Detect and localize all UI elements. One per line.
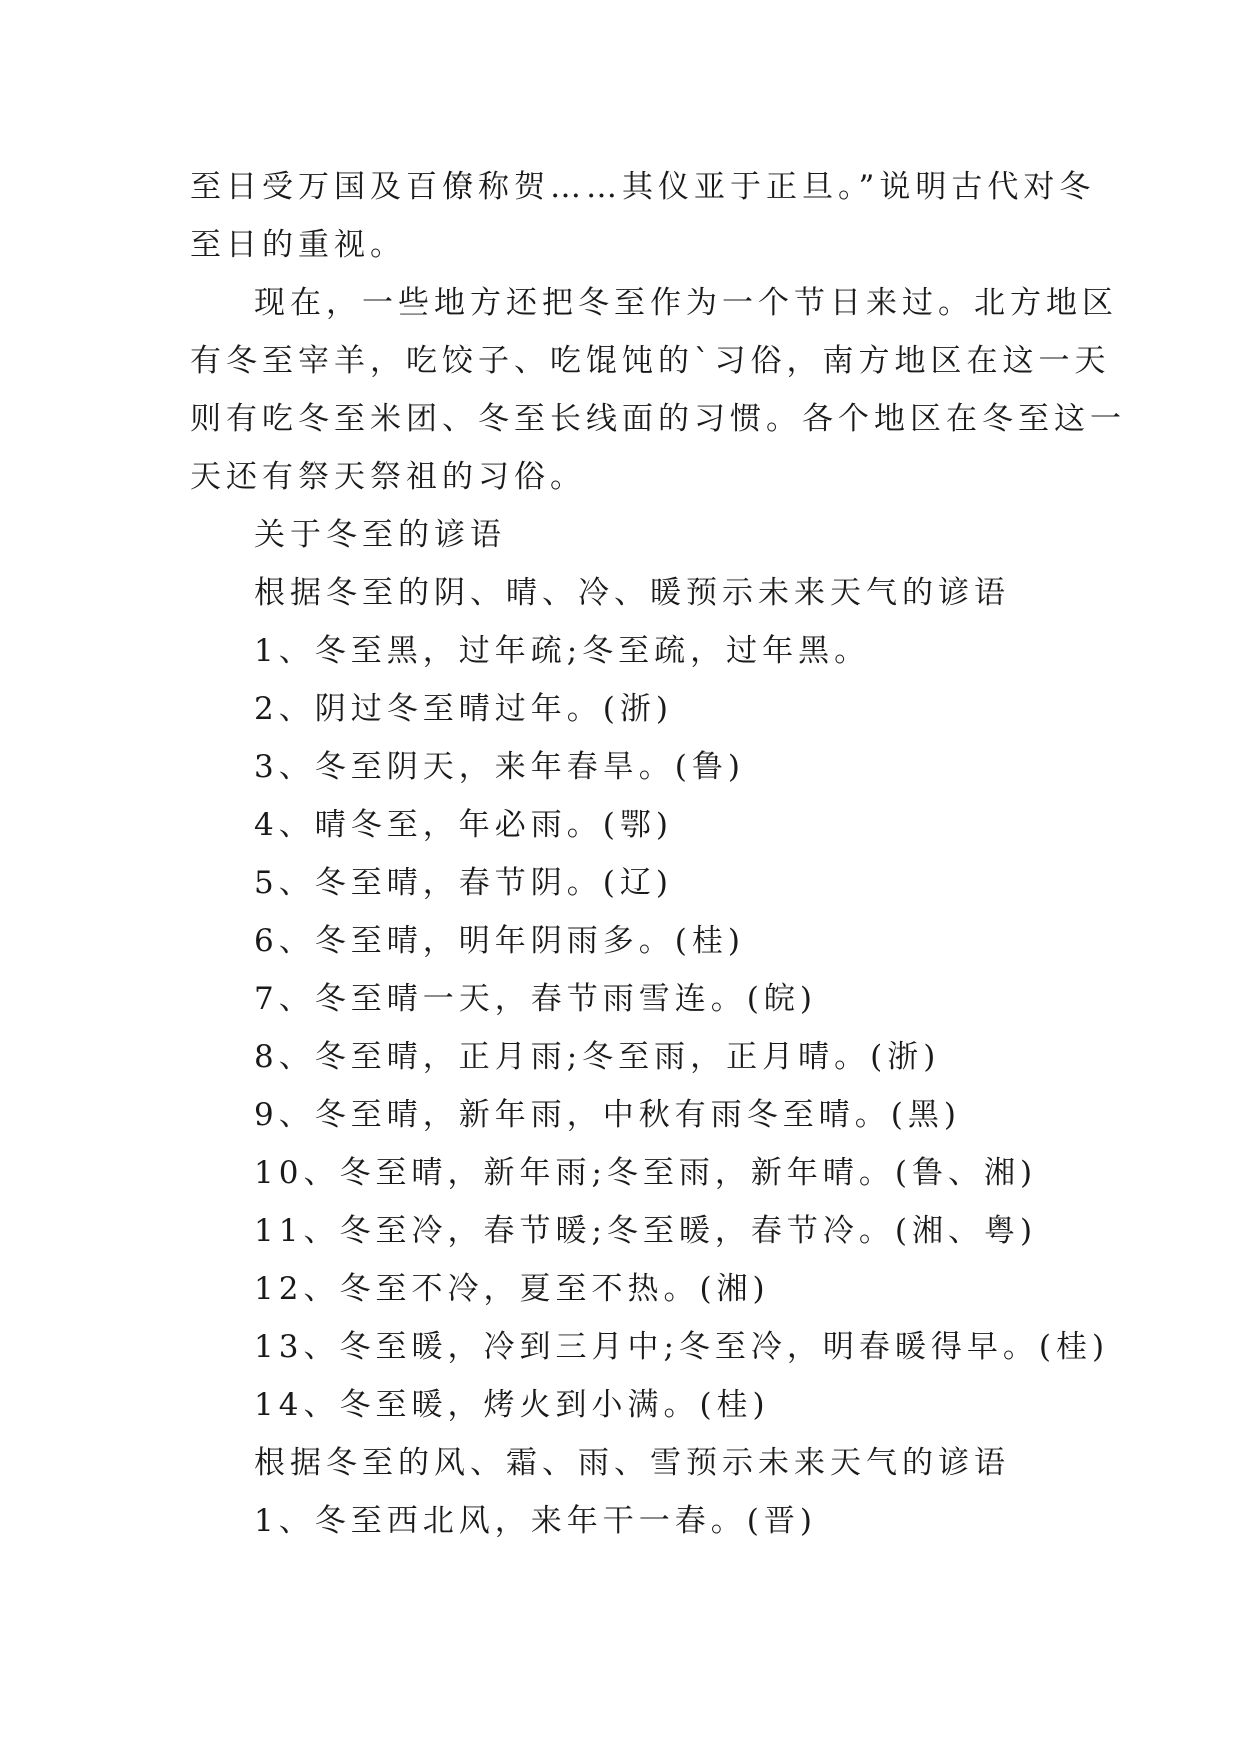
proverb-item: 6、冬至晴，明年阴雨多。(桂): [254, 923, 745, 959]
proverb-item: 7、冬至晴一天，春节雨雪连。(皖): [254, 981, 817, 1017]
paragraph-1-line-2: 至日的重视。: [190, 227, 406, 263]
proverb-item: 10、冬至晴，新年雨;冬至雨，新年晴。(鲁、湘): [254, 1155, 1038, 1191]
paragraph-2-line-2: 有冬至宰羊，吃饺子、吃馄饨的`习俗，南方地区在这一天: [190, 343, 1111, 379]
group-2-heading: 根据冬至的风、霜、雨、雪预示未来天气的谚语: [254, 1445, 1010, 1481]
proverb-item: 12、冬至不冷，夏至不热。(湘): [254, 1271, 770, 1307]
proverb-item: 2、阴过冬至晴过年。(浙): [254, 691, 673, 727]
proverb-item: 14、冬至暖，烤火到小满。(桂): [254, 1387, 770, 1423]
proverb-item: 9、冬至晴，新年雨，中秋有雨冬至晴。(黑): [254, 1097, 961, 1133]
proverb-item: 1、冬至黑，过年疏;冬至疏，过年黑。: [254, 633, 871, 669]
proverb-item: 1、冬至西北风，来年干一春。(晋): [254, 1503, 817, 1539]
proverb-item: 5、冬至晴，春节阴。(辽): [254, 865, 673, 901]
proverb-item: 13、冬至暖，冷到三月中;冬至冷，明春暖得早。(桂): [254, 1329, 1110, 1365]
proverb-item: 4、晴冬至，年必雨。(鄂): [254, 807, 673, 843]
paragraph-2-line-4: 天还有祭天祭祖的习俗。: [190, 459, 586, 495]
proverb-item: 11、冬至冷，春节暖;冬至暖，春节冷。(湘、粤): [254, 1213, 1038, 1249]
proverb-item: 8、冬至晴，正月雨;冬至雨，正月晴。(浙): [254, 1039, 941, 1075]
document-body: [190, 158, 1126, 1550]
paragraph-1-line-1: 至日受万国及百僚称贺……其仪亚于正旦。”说明古代对冬: [190, 169, 1096, 205]
group-1-heading: 根据冬至的阴、晴、冷、暖预示未来天气的谚语: [254, 575, 1010, 611]
paragraph-2-line-1: 现在，一些地方还把冬至作为一个节日来过。北方地区: [254, 285, 1118, 321]
proverb-item: 3、冬至阴天，来年春旱。(鲁): [254, 749, 745, 785]
section-title: 关于冬至的谚语: [254, 517, 506, 553]
paragraph-2-line-3: 则有吃冬至米团、冬至长线面的习惯。各个地区在冬至这一: [190, 401, 1126, 437]
